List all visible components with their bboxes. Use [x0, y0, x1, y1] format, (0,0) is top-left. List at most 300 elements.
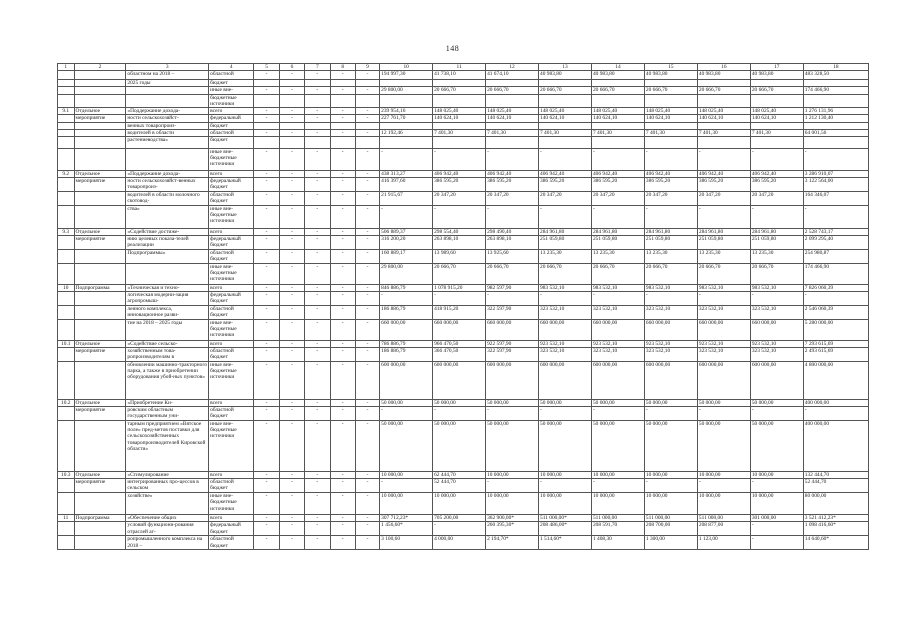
value-cell: 323 532,10: [750, 306, 803, 320]
value-cell: -: [355, 479, 379, 493]
program-name-cell: «Поддержание дохода-: [126, 108, 209, 115]
value-cell: 140 624,10: [644, 115, 697, 122]
value-cell: -: [254, 170, 279, 177]
value-cell: 20 347,20: [433, 191, 486, 205]
value-cell: [591, 122, 644, 129]
source-cell: всего: [209, 472, 254, 479]
source-cell: областной бюджет: [209, 479, 254, 493]
row-type-cell: мероприятие: [74, 115, 126, 122]
program-name-cell: областном на 2018 –: [126, 71, 209, 80]
value-cell: 251 059,80: [697, 235, 750, 249]
program-name-cell: ности сельскохозяйст-венных товаропроиз-: [126, 177, 209, 191]
value-cell: [433, 80, 486, 87]
value-cell: 254 980,87: [803, 249, 868, 263]
value-cell: -: [330, 249, 355, 263]
value-cell: [254, 95, 279, 108]
row-number-cell: [58, 177, 75, 191]
value-cell: 140 624,10: [539, 115, 592, 122]
row-type-cell: [74, 249, 126, 263]
table-row: [58, 122, 869, 129]
value-cell: -: [305, 205, 330, 228]
value-cell: -: [697, 292, 750, 306]
value-cell: 20 666,70: [750, 263, 803, 284]
value-cell: 386 595,20: [750, 177, 803, 191]
value-cell: -: [591, 407, 644, 421]
value-cell: -: [355, 306, 379, 320]
value-cell: 316 200,20: [380, 235, 433, 249]
value-cell: 600 000,00: [644, 362, 697, 400]
value-cell: 923 532,10: [644, 341, 697, 348]
value-cell: 660 000,00: [697, 320, 750, 341]
value-cell: 251 059,80: [750, 235, 803, 249]
value-cell: 29 800,00: [380, 263, 433, 284]
value-cell: 174 466,90: [803, 87, 868, 95]
value-cell: 284 961,80: [697, 228, 750, 235]
value-cell: -: [330, 87, 355, 95]
value-cell: 400 000,00: [803, 400, 868, 407]
program-name-cell: хозяйственным това-ропроизводителям в: [126, 348, 209, 362]
value-cell: 20 666,70: [644, 263, 697, 284]
source-cell: иные вне-бюджетные источники: [209, 493, 254, 515]
table-row: [58, 115, 869, 122]
value-cell: 983 532,10: [750, 284, 803, 291]
table-row: [58, 191, 869, 205]
row-number-cell: [58, 129, 75, 136]
value-cell: 174 466,90: [803, 263, 868, 284]
value-cell: 208 486,00*: [539, 522, 592, 536]
value-cell: 52 444,70: [803, 479, 868, 493]
value-cell: 40 983,80: [539, 71, 592, 80]
value-cell: -: [279, 205, 304, 228]
value-cell: 20 666,70: [486, 87, 539, 95]
value-cell: -: [355, 292, 379, 306]
source-cell: областной: [209, 129, 254, 136]
value-cell: 1 514,60*: [539, 536, 592, 550]
value-cell: -: [254, 235, 279, 249]
value-cell: 506 889,37: [380, 228, 433, 235]
row-type-cell: [74, 80, 126, 87]
value-cell: [644, 122, 697, 129]
source-cell: областной бюджет: [209, 249, 254, 263]
value-cell: -: [330, 493, 355, 515]
value-cell: -: [254, 479, 279, 493]
value-cell: -: [355, 362, 379, 400]
value-cell: 20 347,20: [697, 191, 750, 205]
value-cell: [697, 80, 750, 87]
value-cell: -: [254, 292, 279, 306]
row-type-cell: мероприятие: [74, 348, 126, 362]
value-cell: -: [305, 479, 330, 493]
value-cell: -: [330, 320, 355, 341]
value-cell: [254, 136, 279, 148]
source-cell: областной бюджет: [209, 306, 254, 320]
value-cell: 41 674,10: [486, 71, 539, 80]
row-type-cell: мероприятие: [74, 479, 126, 493]
value-cell: 2 099 295,40: [803, 235, 868, 249]
value-cell: 362 900,00*: [486, 515, 539, 522]
header-cell: 11: [433, 64, 486, 71]
value-cell: -: [279, 129, 304, 136]
value-cell: 10 000,00: [591, 472, 644, 479]
value-cell: [803, 80, 868, 87]
value-cell: [433, 136, 486, 148]
value-cell: -: [330, 522, 355, 536]
value-cell: 511 000,00: [697, 515, 750, 522]
value-cell: 148 025,40: [644, 108, 697, 115]
header-cell: 14: [591, 64, 644, 71]
program-name-cell: «Техническая и техно-: [126, 284, 209, 291]
value-cell: -: [254, 263, 279, 284]
value-cell: -: [330, 284, 355, 291]
program-name-cell: ства»: [126, 205, 209, 228]
value-cell: 3 100,60: [380, 536, 433, 550]
table-row: [58, 71, 869, 80]
source-cell: иные вне-бюджетные источники: [209, 148, 254, 170]
value-cell: [644, 80, 697, 87]
value-cell: 10 000,00: [591, 493, 644, 515]
value-cell: 50 000,00: [433, 421, 486, 472]
header-cell: 8: [330, 64, 355, 71]
value-cell: 148 025,40: [697, 108, 750, 115]
table-row: [58, 320, 869, 341]
value-cell: -: [279, 407, 304, 421]
value-cell: -: [254, 205, 279, 228]
value-cell: 13 235,30: [591, 249, 644, 263]
value-cell: 260 395,30*: [486, 522, 539, 536]
value-cell: -: [380, 407, 433, 421]
value-cell: 1 276 131,96: [803, 108, 868, 115]
value-cell: 20 666,70: [697, 87, 750, 95]
value-cell: 7 401,30: [433, 129, 486, 136]
program-name-cell: [126, 263, 209, 284]
value-cell: -: [330, 536, 355, 550]
table-row: [58, 341, 869, 348]
value-cell: -: [279, 115, 304, 122]
value-cell: 50 000,00: [750, 400, 803, 407]
row-type-cell: [74, 87, 126, 95]
value-cell: -: [644, 292, 697, 306]
value-cell: 20 347,20: [750, 191, 803, 205]
value-cell: [644, 136, 697, 148]
row-type-cell: [74, 191, 126, 205]
value-cell: 62 444,70: [433, 472, 486, 479]
value-cell: 846 886,79: [380, 284, 433, 291]
value-cell: [697, 95, 750, 108]
value-cell: 600 000,00: [591, 362, 644, 400]
table-row: [58, 108, 869, 115]
value-cell: 10 000,00: [433, 493, 486, 515]
program-name-cell: венных товаропроиз-: [126, 122, 209, 129]
value-cell: [279, 122, 304, 129]
value-cell: 406 942,40: [486, 170, 539, 177]
program-name-cell: условий функциони-рования отраслей аг-: [126, 522, 209, 536]
value-cell: -: [254, 87, 279, 95]
value-cell: 660 000,00: [539, 320, 592, 341]
value-cell: -: [355, 400, 379, 407]
value-cell: 323 532,10: [539, 306, 592, 320]
value-cell: 50 000,00: [380, 400, 433, 407]
value-cell: -: [279, 249, 304, 263]
value-cell: 50 000,00: [591, 421, 644, 472]
table-row: [58, 148, 869, 170]
value-cell: -: [355, 87, 379, 95]
value-cell: -: [355, 249, 379, 263]
row-number-cell: [58, 136, 75, 148]
value-cell: 660 000,00: [380, 320, 433, 341]
source-cell: иные вне-бюджетные источники: [209, 263, 254, 284]
header-row: [58, 64, 869, 71]
row-number-cell: 10.3: [58, 472, 75, 479]
value-cell: [279, 136, 304, 148]
value-cell: 20 666,70: [644, 87, 697, 95]
value-cell: 263 898,10: [486, 235, 539, 249]
source-cell: федеральный бюджет: [209, 177, 254, 191]
value-cell: 983 532,10: [539, 284, 592, 291]
value-cell: 20 666,70: [433, 87, 486, 95]
value-cell: 50 000,00: [750, 421, 803, 472]
value-cell: 323 532,10: [644, 306, 697, 320]
table-row: [58, 80, 869, 87]
value-cell: -: [254, 177, 279, 191]
value-cell: 20 666,70: [433, 263, 486, 284]
row-type-cell: [74, 536, 126, 550]
value-cell: 600 000,00: [539, 362, 592, 400]
value-cell: -: [305, 284, 330, 291]
value-cell: 3 521 412,23*: [803, 515, 868, 522]
value-cell: 922 597,90: [486, 341, 539, 348]
value-cell: 50 000,00: [380, 421, 433, 472]
value-cell: 12 192,46: [380, 129, 433, 136]
value-cell: -: [697, 407, 750, 421]
header-cell: 15: [644, 64, 697, 71]
row-type-cell: [74, 493, 126, 515]
value-cell: 148 025,40: [750, 108, 803, 115]
value-cell: [591, 136, 644, 148]
value-cell: [433, 95, 486, 108]
value-cell: 7 401,30: [486, 129, 539, 136]
program-name-cell: [126, 148, 209, 170]
value-cell: 20 666,70: [591, 263, 644, 284]
value-cell: -: [433, 148, 486, 170]
header-cell: 12: [486, 64, 539, 71]
program-name-cell: ленного комплекса, инновационное разви-: [126, 306, 209, 320]
program-name-cell: «Обеспечение общих: [126, 515, 209, 522]
row-type-cell: [74, 129, 126, 136]
value-cell: 20 666,70: [750, 87, 803, 95]
table-row: [58, 493, 869, 515]
value-cell: 386 595,20: [486, 177, 539, 191]
value-cell: [539, 122, 592, 129]
value-cell: [486, 80, 539, 87]
row-number-cell: 9.1: [58, 108, 75, 115]
value-cell: -: [254, 400, 279, 407]
table-row: [58, 95, 869, 108]
row-number-cell: [58, 348, 75, 362]
row-type-cell: [74, 292, 126, 306]
value-cell: [539, 80, 592, 87]
value-cell: 140 624,10: [433, 115, 486, 122]
source-cell: областной бюджет: [209, 348, 254, 362]
table-row: [58, 522, 869, 536]
value-cell: -: [330, 472, 355, 479]
value-cell: 660 000,00: [644, 320, 697, 341]
source-cell: бюджетные источники: [209, 95, 254, 108]
row-number-cell: 10.1: [58, 341, 75, 348]
value-cell: 983 532,10: [644, 284, 697, 291]
table-row: [58, 205, 869, 228]
program-name-cell: «Содействие достиже-: [126, 228, 209, 235]
value-cell: [750, 136, 803, 148]
source-cell: всего: [209, 284, 254, 291]
value-cell: 416 397,60: [380, 177, 433, 191]
value-cell: -: [254, 148, 279, 170]
value-cell: -: [433, 292, 486, 306]
value-cell: 20 666,70: [486, 263, 539, 284]
row-type-cell: мероприятие: [74, 177, 126, 191]
value-cell: -: [305, 249, 330, 263]
value-cell: -: [355, 205, 379, 228]
row-number-cell: 10: [58, 284, 75, 291]
value-cell: [644, 95, 697, 108]
value-cell: [279, 95, 304, 108]
value-cell: 966 470,50: [433, 341, 486, 348]
value-cell: 132 444,70: [803, 472, 868, 479]
value-cell: -: [330, 205, 355, 228]
budget-table: [57, 63, 869, 550]
program-name-cell: ности сельскохозяйст-: [126, 115, 209, 122]
row-type-cell: [74, 148, 126, 170]
value-cell: [803, 122, 868, 129]
header-cell: 10: [380, 64, 433, 71]
value-cell: -: [330, 115, 355, 122]
value-cell: 194 997,30: [380, 71, 433, 80]
source-cell: федеральный бюджет: [209, 522, 254, 536]
source-cell: всего: [209, 108, 254, 115]
program-name-cell: [126, 95, 209, 108]
value-cell: 50 000,00: [697, 421, 750, 472]
program-name-cell: логическая модерни-зация агропромыш-: [126, 292, 209, 306]
value-cell: -: [279, 177, 304, 191]
row-type-cell: Отдельное: [74, 170, 126, 177]
row-type-cell: [74, 95, 126, 108]
value-cell: 239 954,16: [380, 108, 433, 115]
row-type-cell: Отдельное: [74, 228, 126, 235]
value-cell: 10 000,00: [486, 493, 539, 515]
value-cell: 13 989,60: [433, 249, 486, 263]
value-cell: -: [254, 306, 279, 320]
value-cell: 323 532,10: [697, 306, 750, 320]
value-cell: 600 000,00: [380, 362, 433, 400]
value-cell: -: [697, 479, 750, 493]
value-cell: -: [305, 170, 330, 177]
header-cell: 3: [126, 64, 209, 71]
value-cell: [486, 136, 539, 148]
program-name-cell: нию целевых показа-телей реализации: [126, 235, 209, 249]
value-cell: -: [305, 87, 330, 95]
row-number-cell: 9.3: [58, 228, 75, 235]
value-cell: -: [254, 536, 279, 550]
value-cell: 208 700,00: [644, 522, 697, 536]
value-cell: -: [279, 71, 304, 80]
value-cell: [330, 80, 355, 87]
row-type-cell: [74, 71, 126, 80]
table-row: [58, 479, 869, 493]
value-cell: 323 532,10: [591, 348, 644, 362]
value-cell: 21 915,67: [380, 191, 433, 205]
value-cell: 10 000,00: [750, 493, 803, 515]
value-cell: -: [330, 108, 355, 115]
value-cell: -: [330, 148, 355, 170]
value-cell: 323 532,10: [644, 348, 697, 362]
value-cell: 20 347,20: [644, 191, 697, 205]
value-cell: 660 000,00: [750, 320, 803, 341]
program-name-cell: тарным предприятием «Вятское поле» пред-метов поставки для сельскохозяйственных товаропроизводителей Кировской области»: [126, 421, 209, 472]
row-number-cell: [58, 191, 75, 205]
value-cell: [305, 122, 330, 129]
value-cell: 386 595,20: [433, 177, 486, 191]
table-row: [58, 228, 869, 235]
value-cell: [803, 95, 868, 108]
value-cell: -: [279, 87, 304, 95]
source-cell: областной бюджет: [209, 536, 254, 550]
row-number-cell: [58, 205, 75, 228]
row-type-cell: Подпрограмма: [74, 284, 126, 291]
value-cell: -: [279, 228, 304, 235]
row-number-cell: 9.2: [58, 170, 75, 177]
value-cell: 10 000,00: [644, 493, 697, 515]
value-cell: 20 666,70: [539, 87, 592, 95]
row-number-cell: [58, 249, 75, 263]
value-cell: 7 401,30: [644, 129, 697, 136]
value-cell: [330, 122, 355, 129]
value-cell: -: [330, 228, 355, 235]
value-cell: 323 532,10: [697, 348, 750, 362]
value-cell: 52 444,70: [433, 479, 486, 493]
value-cell: -: [254, 515, 279, 522]
value-cell: [591, 80, 644, 87]
value-cell: -: [355, 421, 379, 472]
row-number-cell: [58, 522, 75, 536]
value-cell: -: [279, 493, 304, 515]
value-cell: 600 000,00: [486, 362, 539, 400]
value-cell: -: [305, 320, 330, 341]
program-name-cell: «Поддержание дохода-: [126, 170, 209, 177]
source-cell: областной бюджет: [209, 407, 254, 421]
value-cell: 4 800 000,00: [803, 362, 868, 400]
value-cell: 10 000,00: [539, 493, 592, 515]
value-cell: -: [330, 191, 355, 205]
row-type-cell: [74, 205, 126, 228]
value-cell: -: [330, 263, 355, 284]
value-cell: -: [279, 263, 304, 284]
row-number-cell: [58, 80, 75, 87]
value-cell: 10 000,00: [697, 472, 750, 479]
value-cell: -: [330, 348, 355, 362]
value-cell: -: [380, 148, 433, 170]
value-cell: 1 300,00: [644, 536, 697, 550]
value-cell: 3 122 564,00: [803, 177, 868, 191]
value-cell: -: [305, 536, 330, 550]
value-cell: 64 001,56: [803, 129, 868, 136]
row-number-cell: [58, 362, 75, 400]
value-cell: -: [591, 148, 644, 170]
value-cell: 20 347,20: [486, 191, 539, 205]
value-cell: 148 025,40: [591, 108, 644, 115]
row-type-cell: Отдельное: [74, 108, 126, 115]
value-cell: -: [355, 129, 379, 136]
value-cell: 13 235,30: [750, 249, 803, 263]
value-cell: 600 000,00: [750, 362, 803, 400]
